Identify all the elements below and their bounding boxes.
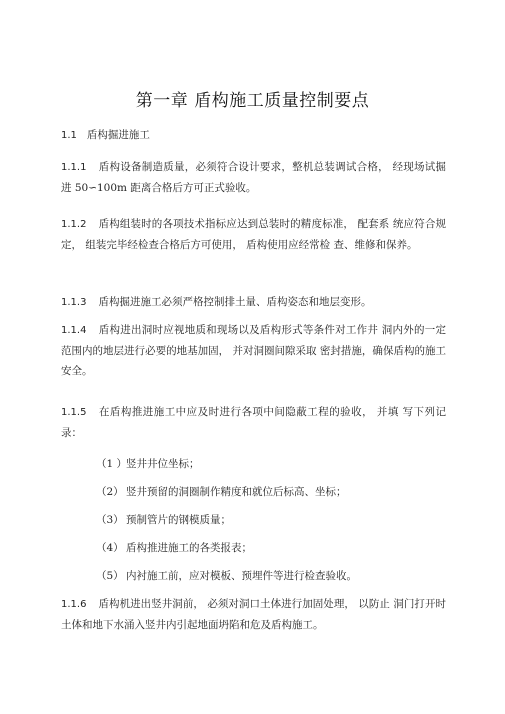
paragraph-text: 盾构进出洞时应视地质和现场以及盾构形式等条件对工作井 洞内外的一定范围内的地层进行必要的地基加固， 并对洞圈间隙采取 密封措施，确保盾构的施工安全。 <box>61 324 446 377</box>
list-text: 内衬施工前，应对模板、预埋件等进行检查验收。 <box>126 570 357 582</box>
paragraph-number: 1.1.5 <box>61 407 87 418</box>
paragraph-1-1-3 <box>61 292 446 313</box>
list-text: 竖井预留的洞圈制作精度和就位后标高、坐标； <box>126 486 347 498</box>
list-marker: （1 ） <box>96 458 128 470</box>
paragraph-number: 1.1.4 <box>61 325 87 336</box>
list-item <box>96 566 456 586</box>
paragraph-text: 盾构设备制造质量，必须符合设计要求，整机总装调试合格， 经现场试掘进 50∽100m 距离合格后方可正式验收。 <box>61 161 446 194</box>
section-title: 盾构掘进施工 <box>86 129 150 141</box>
paragraph-text: 盾构掘进施工必须严格控制排土量、盾构姿态和地层变形。 <box>98 296 372 308</box>
paragraph-1-1-4 <box>61 320 446 381</box>
paragraph-text: 盾构组装时的各项技术指标应达到总装时的精度标准， 配套系 统应符合规定， 组装完毕经检查合格后方可使用， 盾构使用应经常检 查、维修和保养。 <box>61 218 446 251</box>
list-marker: （3） <box>96 514 124 526</box>
list-marker: （2） <box>96 486 124 498</box>
paragraph-1-1-1 <box>61 157 446 198</box>
chapter-title: 第一章 盾构施工质量控制要点 <box>135 91 370 111</box>
list-item <box>96 482 456 502</box>
section-heading <box>61 127 150 142</box>
list-text: 竖井井位坐标； <box>126 458 200 470</box>
section-number: 1.1 <box>61 130 77 141</box>
paragraph-number: 1.1.3 <box>61 297 87 308</box>
list-text: 预制管片的钢模质量； <box>126 514 231 526</box>
list-item <box>96 538 456 558</box>
list-marker: （5） <box>96 570 124 582</box>
list-item <box>96 510 456 530</box>
list-text: 盾构推进施工的各类报表； <box>126 542 252 554</box>
paragraph-number: 1.1.1 <box>61 162 87 173</box>
paragraph-1-1-2 <box>61 214 446 255</box>
paragraph-text: 在盾构推进施工中应及时进行各项中间隐蔽工程的验收， 并填 写下列记录： <box>61 406 446 439</box>
paragraph-text: 盾构机进出竖井洞前， 必须对洞口土体进行加固处理， 以防止 洞门打开时土体和地下水涌入竖井内引起地面坍陷和危及盾构施工。 <box>61 598 446 631</box>
paragraph-number: 1.1.2 <box>61 219 87 230</box>
paragraph-1-1-5 <box>61 402 446 443</box>
list-marker: （4） <box>96 542 124 554</box>
list-item <box>96 454 456 474</box>
paragraph-1-1-6 <box>61 594 446 635</box>
paragraph-number: 1.1.6 <box>61 599 87 610</box>
